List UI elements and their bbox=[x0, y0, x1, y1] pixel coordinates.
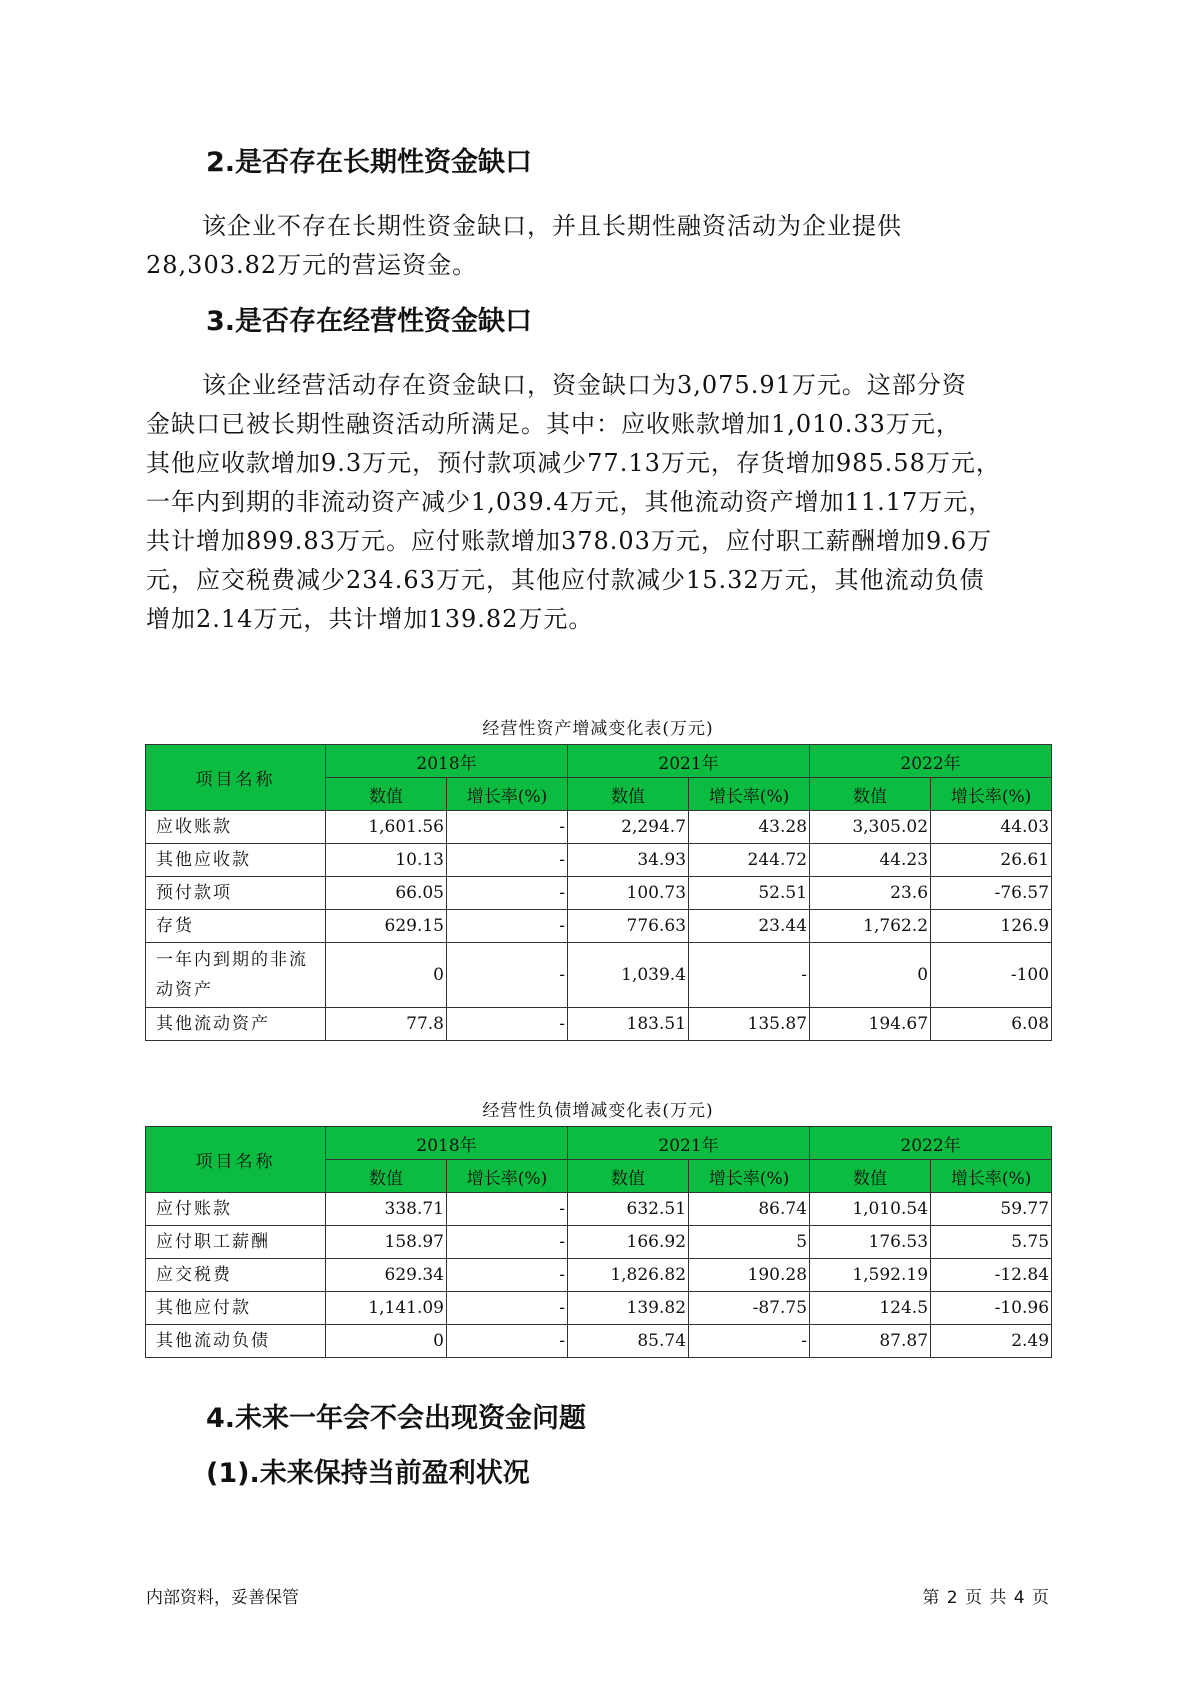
paragraph-line: 其他应收款增加9.3万元，预付款项减少77.13万元，存货增加985.58万元， bbox=[146, 449, 1001, 477]
column-header-value: 数值 bbox=[326, 778, 447, 811]
cell-value: 776.63 bbox=[568, 910, 689, 943]
cell-rate: - bbox=[447, 943, 568, 1008]
cell-rate: 86.74 bbox=[689, 1193, 810, 1226]
column-header-growth-rate: 增长率(%) bbox=[931, 1160, 1052, 1193]
cell-rate: 26.61 bbox=[931, 844, 1052, 877]
column-header-value: 数值 bbox=[326, 1160, 447, 1193]
paragraph-line: 该企业经营活动存在资金缺口，资金缺口为3,075.91万元。这部分资 bbox=[202, 371, 967, 399]
section-3-heading: 3.是否存在经营性资金缺口 bbox=[206, 306, 533, 337]
cell-value: 77.8 bbox=[326, 1008, 447, 1041]
cell-value: 1,039.4 bbox=[568, 943, 689, 1008]
cell-value: 1,601.56 bbox=[326, 811, 447, 844]
paragraph-line: 28,303.82万元的营运资金。 bbox=[146, 251, 478, 279]
table-row bbox=[146, 844, 1052, 877]
cell-value: 23.6 bbox=[810, 877, 931, 910]
column-header-growth-rate: 增长率(%) bbox=[447, 778, 568, 811]
column-header-value: 数值 bbox=[568, 778, 689, 811]
cell-value: 10.13 bbox=[326, 844, 447, 877]
liability-change-table bbox=[145, 1126, 1052, 1358]
cell-value: 124.5 bbox=[810, 1292, 931, 1325]
column-header-year: 2021年 bbox=[568, 1127, 810, 1160]
cell-rate: - bbox=[689, 943, 810, 1008]
column-header-year: 2018年 bbox=[326, 1127, 568, 1160]
cell-rate: 135.87 bbox=[689, 1008, 810, 1041]
table-row bbox=[146, 1008, 1052, 1041]
cell-rate: 44.03 bbox=[931, 811, 1052, 844]
cell-rate: 43.28 bbox=[689, 811, 810, 844]
cell-value: 3,305.02 bbox=[810, 811, 931, 844]
paragraph-line: 元，应交税费减少234.63万元，其他应付款减少15.32万元，其他流动负债 bbox=[146, 566, 985, 594]
cell-value: 632.51 bbox=[568, 1193, 689, 1226]
cell-value: 100.73 bbox=[568, 877, 689, 910]
cell-rate: 6.08 bbox=[931, 1008, 1052, 1041]
cell-rate: - bbox=[447, 811, 568, 844]
cell-rate: -87.75 bbox=[689, 1292, 810, 1325]
cell-rate: 5.75 bbox=[931, 1226, 1052, 1259]
cell-rate: - bbox=[447, 1226, 568, 1259]
column-header-growth-rate: 增长率(%) bbox=[447, 1160, 568, 1193]
liability-table-caption: 经营性负债增减变化表(万元) bbox=[482, 1101, 714, 1121]
row-label: 一年内到期的非流动资产 bbox=[146, 943, 326, 1008]
cell-value: 44.23 bbox=[810, 844, 931, 877]
cell-value: 1,010.54 bbox=[810, 1193, 931, 1226]
row-label: 其他应付款 bbox=[146, 1292, 326, 1325]
table-row bbox=[146, 811, 1052, 844]
row-label: 存货 bbox=[146, 910, 326, 943]
section-2-heading: 2.是否存在长期性资金缺口 bbox=[206, 147, 533, 178]
cell-value: 176.53 bbox=[810, 1226, 931, 1259]
cell-rate: - bbox=[447, 1193, 568, 1226]
cell-rate: -76.57 bbox=[931, 877, 1052, 910]
cell-value: 166.92 bbox=[568, 1226, 689, 1259]
cell-rate: -100 bbox=[931, 943, 1052, 1008]
row-label: 其他流动负债 bbox=[146, 1325, 326, 1358]
table-row bbox=[146, 877, 1052, 910]
column-header-growth-rate: 增长率(%) bbox=[689, 1160, 810, 1193]
column-header-value: 数值 bbox=[810, 778, 931, 811]
cell-value: 1,826.82 bbox=[568, 1259, 689, 1292]
paragraph-line: 一年内到期的非流动资产减少1,039.4万元，其他流动资产增加11.17万元， bbox=[146, 488, 994, 516]
column-header-year: 2021年 bbox=[568, 745, 810, 778]
cell-rate: 5 bbox=[689, 1226, 810, 1259]
column-header-item-name: 项目名称 bbox=[146, 1127, 326, 1193]
cell-value: 158.97 bbox=[326, 1226, 447, 1259]
cell-value: 194.67 bbox=[810, 1008, 931, 1041]
row-label: 其他应收款 bbox=[146, 844, 326, 877]
paragraph-line: 增加2.14万元，共计增加139.82万元。 bbox=[146, 605, 594, 633]
row-label: 应付账款 bbox=[146, 1193, 326, 1226]
footer-confidential-note: 内部资料，妥善保管 bbox=[146, 1588, 299, 1608]
cell-value: 1,592.19 bbox=[810, 1259, 931, 1292]
cell-value: 87.87 bbox=[810, 1325, 931, 1358]
row-label: 应收账款 bbox=[146, 811, 326, 844]
row-label: 其他流动资产 bbox=[146, 1008, 326, 1041]
column-header-growth-rate: 增长率(%) bbox=[689, 778, 810, 811]
cell-value: 1,141.09 bbox=[326, 1292, 447, 1325]
section-4-subheading: (1).未来保持当前盈利状况 bbox=[206, 1458, 530, 1489]
cell-rate: 244.72 bbox=[689, 844, 810, 877]
cell-rate: -10.96 bbox=[931, 1292, 1052, 1325]
cell-rate: - bbox=[447, 1008, 568, 1041]
table-row bbox=[146, 1325, 1052, 1358]
cell-rate: - bbox=[447, 1292, 568, 1325]
column-header-year: 2022年 bbox=[810, 745, 1052, 778]
cell-rate: 52.51 bbox=[689, 877, 810, 910]
footer-page-number: 第 2 页 共 4 页 bbox=[922, 1588, 1050, 1608]
cell-value: 34.93 bbox=[568, 844, 689, 877]
section-4-heading: 4.未来一年会不会出现资金问题 bbox=[206, 1403, 587, 1434]
cell-value: 629.15 bbox=[326, 910, 447, 943]
cell-value: 0 bbox=[326, 1325, 447, 1358]
cell-rate: - bbox=[447, 877, 568, 910]
cell-rate: 23.44 bbox=[689, 910, 810, 943]
column-header-year: 2018年 bbox=[326, 745, 568, 778]
table-row bbox=[146, 910, 1052, 943]
table-row bbox=[146, 1292, 1052, 1325]
cell-value: 66.05 bbox=[326, 877, 447, 910]
cell-value: 0 bbox=[326, 943, 447, 1008]
row-label: 应交税费 bbox=[146, 1259, 326, 1292]
column-header-value: 数值 bbox=[810, 1160, 931, 1193]
cell-rate: 126.9 bbox=[931, 910, 1052, 943]
cell-value: 139.82 bbox=[568, 1292, 689, 1325]
cell-rate: 190.28 bbox=[689, 1259, 810, 1292]
paragraph-line: 共计增加899.83万元。应付账款增加378.03万元，应付职工薪酬增加9.6万 bbox=[146, 527, 993, 555]
table-row bbox=[146, 1193, 1052, 1226]
cell-value: 1,762.2 bbox=[810, 910, 931, 943]
row-label: 预付款项 bbox=[146, 877, 326, 910]
table-row bbox=[146, 1226, 1052, 1259]
section-3-paragraph bbox=[146, 366, 1046, 639]
cell-value: 183.51 bbox=[568, 1008, 689, 1041]
asset-change-table bbox=[145, 744, 1052, 1041]
cell-value: 2,294.7 bbox=[568, 811, 689, 844]
cell-value: 0 bbox=[810, 943, 931, 1008]
cell-rate: - bbox=[447, 844, 568, 877]
cell-value: 629.34 bbox=[326, 1259, 447, 1292]
section-2-paragraph bbox=[146, 207, 1046, 285]
cell-rate: - bbox=[689, 1325, 810, 1358]
column-header-growth-rate: 增长率(%) bbox=[931, 778, 1052, 811]
column-header-item-name: 项目名称 bbox=[146, 745, 326, 811]
asset-table-caption: 经营性资产增减变化表(万元) bbox=[482, 719, 714, 739]
column-header-value: 数值 bbox=[568, 1160, 689, 1193]
table-row bbox=[146, 943, 1052, 1008]
paragraph-line: 金缺口已被长期性融资活动所满足。其中：应收账款增加1,010.33万元， bbox=[146, 410, 961, 438]
cell-rate: 59.77 bbox=[931, 1193, 1052, 1226]
cell-rate: - bbox=[447, 910, 568, 943]
cell-value: 85.74 bbox=[568, 1325, 689, 1358]
cell-rate: 2.49 bbox=[931, 1325, 1052, 1358]
row-label: 应付职工薪酬 bbox=[146, 1226, 326, 1259]
column-header-year: 2022年 bbox=[810, 1127, 1052, 1160]
table-row bbox=[146, 1259, 1052, 1292]
cell-rate: - bbox=[447, 1259, 568, 1292]
paragraph-line: 该企业不存在长期性资金缺口，并且长期性融资活动为企业提供 bbox=[202, 212, 902, 240]
cell-rate: - bbox=[447, 1325, 568, 1358]
cell-rate: -12.84 bbox=[931, 1259, 1052, 1292]
cell-value: 338.71 bbox=[326, 1193, 447, 1226]
